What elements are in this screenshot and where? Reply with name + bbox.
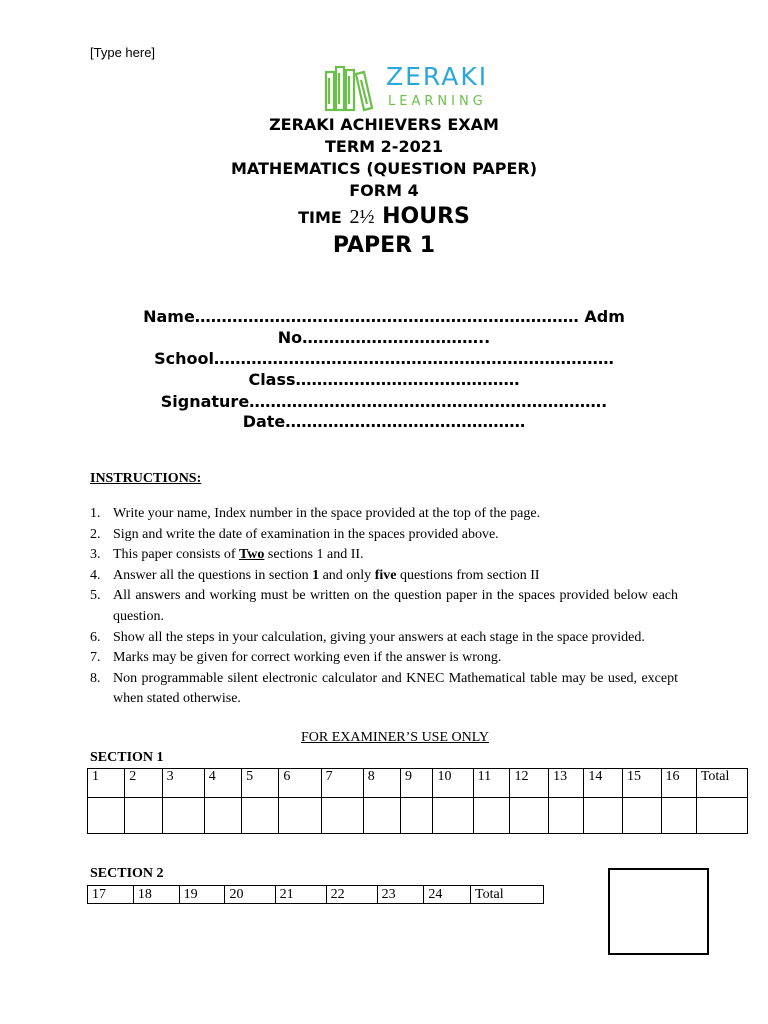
instruction-text: Non programmable silent electronic calculator and KNEC Mathematical table may be used, except when stated otherwise. <box>113 670 678 707</box>
section-1-question-cell: 9 <box>401 769 433 798</box>
section-1-question-cell: 12 <box>510 769 549 798</box>
section-1-score-cell[interactable] <box>510 798 549 834</box>
instruction-number: 5. <box>90 588 101 604</box>
section-2-header-row <box>88 886 544 904</box>
section-1-question-cell: 5 <box>242 769 279 798</box>
section-1-score-cell[interactable] <box>549 798 584 834</box>
class-field[interactable]: Class…………………………………… <box>248 370 520 389</box>
section-1-score-cell[interactable] <box>242 798 279 834</box>
instruction-text: Write your name, Index number in the space provided at the top of the page. <box>113 506 541 521</box>
section-1-question-cell: 2 <box>125 769 162 798</box>
instruction-text: five <box>374 567 397 583</box>
instruction-item <box>90 504 678 525</box>
section-1-score-cell[interactable] <box>584 798 623 834</box>
section-2-question-cell: 20 <box>225 886 275 904</box>
exam-name: ZERAKI ACHIEVERS EXAM <box>269 115 499 134</box>
section-2-question-cell: 23 <box>377 886 424 904</box>
exam-form: FORM 4 <box>349 181 419 200</box>
time-value: 2½ <box>349 206 375 228</box>
logo-brand-text: ZERAKI <box>386 62 489 91</box>
total-score-box[interactable] <box>608 868 709 955</box>
section-1-score-cell[interactable] <box>125 798 162 834</box>
instruction-number: 1. <box>90 506 101 521</box>
section-1-question-cell: 4 <box>204 769 241 798</box>
section-1-score-cell[interactable] <box>473 798 510 834</box>
section-1-question-cell: 11 <box>473 769 510 798</box>
instruction-item <box>90 545 678 566</box>
section-1-score-cell[interactable] <box>88 798 125 834</box>
paper-number: PAPER 1 <box>332 233 436 258</box>
logo-subtitle-text: LEARNING <box>388 94 487 109</box>
instruction-item <box>90 628 678 649</box>
section-1-score-cell[interactable] <box>696 798 747 834</box>
section-1-score-cell[interactable] <box>661 798 696 834</box>
instruction-number: 3. <box>90 547 101 563</box>
examiner-use-label: FOR EXAMINER’S USE ONLY <box>301 730 489 745</box>
instruction-text: All answers and working must be written on the question paper in the spaces provided below each question. <box>113 588 678 624</box>
section-2-question-cell: 18 <box>133 886 179 904</box>
name-adm-field[interactable]: Name……………………………………………………………… Adm <box>143 307 625 326</box>
signature-field[interactable]: Signature…………………………………………………………. <box>160 392 608 411</box>
header-placeholder-text: [Type here] <box>90 45 156 60</box>
exam-subject: MATHEMATICS (QUESTION PAPER) <box>230 159 538 178</box>
books-icon <box>323 64 379 114</box>
section-1-question-cell: 15 <box>622 769 661 798</box>
instruction-text: Two <box>238 547 265 563</box>
section-2-question-cell: 24 <box>424 886 471 904</box>
instruction-text: Show all the steps in your calculation, giving your answers at each stage in the space provided. <box>113 629 645 645</box>
instruction-item <box>90 566 678 587</box>
section-1-score-cell[interactable] <box>321 798 363 834</box>
instruction-text: sections 1 and II. <box>264 547 364 563</box>
instruction-item <box>90 525 678 546</box>
section-2-question-cell: Total <box>471 886 544 904</box>
section-1-marks-table <box>87 768 748 834</box>
section-2-question-cell: 19 <box>179 886 225 904</box>
section-1-question-cell: 13 <box>549 769 584 798</box>
time-unit: HOURS <box>382 204 470 229</box>
instruction-item <box>90 586 678 627</box>
section-2-question-cell: 22 <box>326 886 377 904</box>
section-1-score-cell[interactable] <box>622 798 661 834</box>
instruction-text: Marks may be given for correct working even if the answer is wrong. <box>113 650 502 666</box>
time-label: TIME <box>298 208 342 227</box>
adm-number-field[interactable]: No…………………………….. <box>277 328 491 347</box>
section-1-header-row <box>88 769 748 798</box>
date-field[interactable]: Date……………………………………… <box>242 412 526 431</box>
school-field[interactable]: School………………………………………………………………… <box>154 349 614 368</box>
section-1-label: SECTION 1 <box>90 750 164 765</box>
section-1-question-cell: 1 <box>88 769 125 798</box>
instruction-number: 7. <box>90 650 101 666</box>
zeraki-logo <box>323 62 513 112</box>
instruction-number: 2. <box>90 526 101 542</box>
section-1-question-cell: 6 <box>279 769 321 798</box>
instructions-heading: INSTRUCTIONS: <box>90 471 202 486</box>
section-1-question-cell: 10 <box>433 769 473 798</box>
instruction-text: Answer all the questions in section <box>113 567 313 583</box>
section-2-label: SECTION 2 <box>90 866 164 881</box>
instruction-text: This paper consists of <box>113 547 239 563</box>
section-1-score-cell[interactable] <box>363 798 400 834</box>
section-2-question-cell: 21 <box>275 886 326 904</box>
exam-term: TERM 2-2021 <box>325 137 443 156</box>
section-1-score-cell[interactable] <box>279 798 321 834</box>
section-1-question-cell: 8 <box>363 769 400 798</box>
section-1-score-row <box>88 798 748 834</box>
instruction-number: 6. <box>90 629 101 645</box>
section-1-question-cell: 14 <box>584 769 623 798</box>
instruction-number: 8. <box>90 670 101 686</box>
section-1-question-cell: 7 <box>321 769 363 798</box>
instruction-text: Sign and write the date of examination in the spaces provided above. <box>113 526 499 542</box>
section-1-question-cell: Total <box>696 769 747 798</box>
section-1-score-cell[interactable] <box>401 798 433 834</box>
instruction-number: 4. <box>90 567 101 583</box>
instruction-item <box>90 669 678 710</box>
instructions-list <box>90 504 678 710</box>
section-2-question-cell: 17 <box>88 886 134 904</box>
instruction-text: questions from section II <box>396 567 540 583</box>
exam-time <box>0 204 768 229</box>
section-1-score-cell[interactable] <box>433 798 473 834</box>
instruction-item <box>90 648 678 669</box>
section-2-marks-table <box>87 885 544 904</box>
section-1-score-cell[interactable] <box>162 798 204 834</box>
section-1-question-cell: 16 <box>661 769 696 798</box>
instruction-text: 1 <box>312 567 320 583</box>
instruction-text: and only <box>319 567 375 583</box>
section-1-score-cell[interactable] <box>204 798 241 834</box>
section-1-question-cell: 3 <box>162 769 204 798</box>
